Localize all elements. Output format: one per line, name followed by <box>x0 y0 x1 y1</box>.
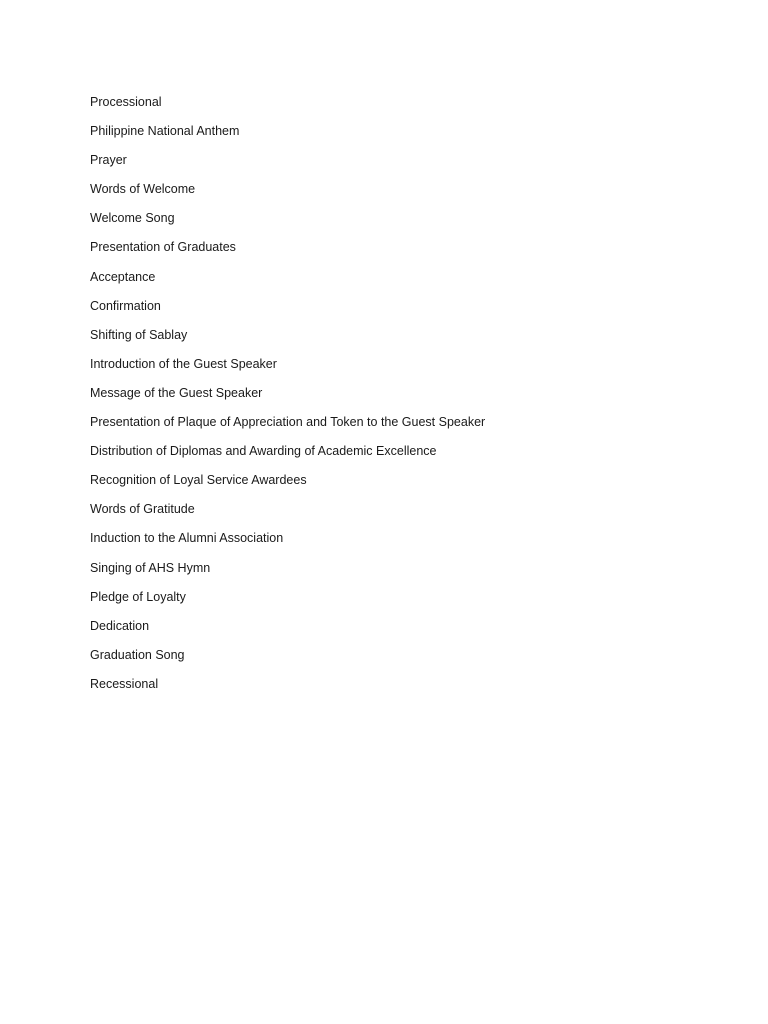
program-list <box>90 93 730 704</box>
program-item-loyal-service-recognition: Recognition of Loyal Service Awardees <box>90 473 307 488</box>
program-item-dedication: Dedication <box>90 618 150 633</box>
program-item-acceptance: Acceptance <box>90 269 156 284</box>
program-item-plaque-presentation: Presentation of Plaque of Appreciation and Token to the Guest Speaker <box>90 415 486 430</box>
program-item-pledge-of-loyalty: Pledge of Loyalty <box>90 589 186 604</box>
program-item-confirmation: Confirmation <box>90 298 161 313</box>
program-item-recessional: Recessional <box>90 676 159 691</box>
program-item-processional: Processional <box>90 95 162 109</box>
program-item-graduation-song: Graduation Song <box>90 647 185 662</box>
program-item-welcome-song: Welcome Song <box>90 211 175 226</box>
program-item-words-of-gratitude: Words of Gratitude <box>90 502 195 517</box>
program-item-distribution-of-diplomas: Distribution of Diplomas and Awarding of Academic Excellence <box>90 444 437 459</box>
program-item-message-of-guest-speaker: Message of the Guest Speaker <box>90 385 263 400</box>
program-item-presentation-of-graduates: Presentation of Graduates <box>90 240 236 255</box>
program-item-shifting-of-sablay: Shifting of Sablay <box>90 327 188 342</box>
program-item-ahs-hymn: Singing of AHS Hymn <box>90 560 211 575</box>
program-item-alumni-induction: Induction to the Alumni Association <box>90 531 284 546</box>
program-item-words-of-welcome: Words of Welcome <box>90 182 196 197</box>
program-item-national-anthem: Philippine National Anthem <box>90 124 240 139</box>
program-item-prayer: Prayer <box>90 153 127 168</box>
program-item-introduction-of-guest-speaker: Introduction of the Guest Speaker <box>90 356 277 371</box>
